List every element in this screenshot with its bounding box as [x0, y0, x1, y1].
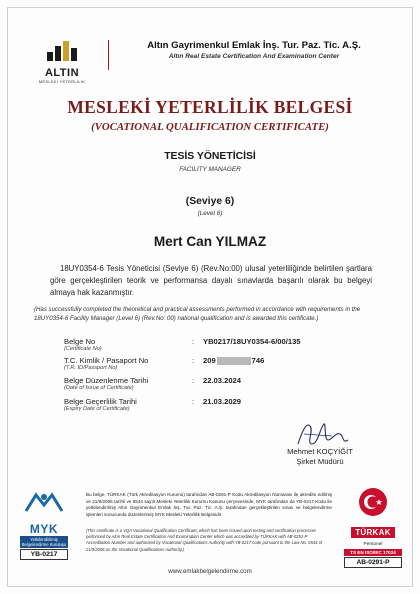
field-value: YB0217/18UY0354-6/00/135: [203, 337, 301, 346]
field-label-english: (Date of Issue of Certificate): [64, 385, 134, 391]
field-value: 22.03.2024: [203, 376, 242, 385]
field-colon: :: [192, 376, 195, 385]
field-label: T.C. Kimlik / Pasaport No: [64, 356, 149, 365]
turkak-standard: TS EN ISO/IEC 17024: [344, 549, 402, 556]
company-name: Altın Gayrimenkul Emlak İnş. Tur. Paz. Tic. A.Ş.: [147, 40, 361, 51]
qualification-name: TESİS YÖNETİCİSİ: [164, 151, 256, 162]
field-colon: :: [192, 337, 195, 346]
myk-code: YB-0217: [20, 549, 68, 560]
company-name-english: Altın Real Estate Certification And Examination Center: [168, 53, 340, 60]
id-prefix: 209: [203, 356, 216, 365]
field-colon: :: [192, 397, 195, 406]
turkak-personnel: Personel: [363, 542, 383, 547]
field-label: Belge No: [64, 337, 96, 346]
crescent-star-icon: [358, 487, 388, 517]
field-label-english: (Expiry Date of Certificate): [64, 406, 130, 412]
qualification-level-english: (Level 6): [197, 210, 223, 217]
header-divider: [108, 40, 109, 70]
qualification-level: (Seviye 6): [185, 196, 235, 207]
turkak-code: AB-0291-P: [344, 557, 402, 568]
signatory-name: Mehmet KOÇYİĞİT: [287, 447, 353, 456]
statement-turkish: 18UY0354-6 Tesis Yöneticisi (Seviye 6) (Rev.No:00) ulusal yeterliliğinde belirtilen şartlara göre gerçekleştirilen teorik ve performansa dayalı sınavlarda başarılı olarak bu belgeyi almaya hak kazanmıştır.: [50, 264, 372, 297]
id-suffix: 746: [251, 356, 265, 365]
redaction-bar: [217, 357, 251, 365]
footer-text-english: (This certificate is a VQA Vocational Qualification Certificate, which has been issued upon testing and certification processes performed by Altın Real Estate Certification And Examination Center which was accredited by TÜRKAK with AB-0291-P Accreditation Number and authorized by Vocational Qualifications Authority with YB-0217 code pursuant to the Law No. 5544 of 21/9/2006 on the Vocational Qualifications Authority.): [86, 528, 323, 552]
logo-emblem-icon: [43, 38, 81, 62]
certificate-title-english: (VOCATIONAL QUALIFICATION CERTIFICATE): [91, 121, 329, 133]
altin-logo: [34, 38, 90, 85]
field-label: Belge Düzenlenme Tarihi: [64, 376, 149, 385]
footer-text-turkish: Bu belge, TÜRKAK (Türk Akreditasyon Kurumu) tarafından AB-0291-P Kodu Akreditasyon Numarası ile akredite edilmiş ve 21/9/2006 tarihli ve 5544 sayılı Mesleki Yeterlilik Kurumu Kanunu çerçevesinde, MYK tarafından da YB-0217 Kodu ile yetkilendirilmiş Altın Gayrimenkul Emlak İnş. Tur. Paz. Tic. A.Ş. tarafından gerçekleştirilen sınav ve belgelendirme işlemleri sonucunda düzenlenmiş MYK Mesleki Yeterlilik Belgesidir.: [86, 492, 332, 517]
qualification-name-english: FACILITY MANAGER: [179, 166, 241, 173]
website-link[interactable]: www.emlakbelgelendirme.com: [168, 568, 252, 575]
signatory-title: Şirket Müdürü: [296, 457, 344, 466]
turkak-logo: [344, 487, 402, 568]
myk-subtitle: Yetkilendirilmiş Belgelendirme Kuruluşu: [21, 537, 67, 547]
field-label-english: (T.R. ID/Passport No): [64, 365, 118, 371]
field-colon: :: [192, 356, 195, 365]
field-value: [203, 356, 264, 365]
field-label-english: (Certificate No): [64, 346, 102, 352]
logo-name: ALTIN: [44, 67, 80, 79]
myk-emblem-icon: [22, 486, 66, 518]
field-value: 21.03.2029: [203, 397, 242, 406]
holder-name: Mert Can YILMAZ: [153, 234, 267, 249]
certificate-title: MESLEKİ YETERLİLİK BELGESİ: [67, 97, 353, 117]
company-block: [114, 40, 394, 62]
field-label: Belge Geçerlilik Tarihi: [64, 397, 137, 406]
myk-name: MYK: [29, 522, 59, 536]
turkak-name: TÜRKAK: [351, 527, 395, 538]
logo-subtitle: MESLEKİ YETERLİLİK: [38, 79, 86, 84]
statement-english: (Has successfully completed the theoretical and practical assessments performed in accordance with requirements in the 18UY0354-6 Facility Manager (Level 6) (Rev.No: 00) national qualification and is awarded this certificate.): [34, 306, 361, 322]
myk-logo: [20, 486, 68, 560]
